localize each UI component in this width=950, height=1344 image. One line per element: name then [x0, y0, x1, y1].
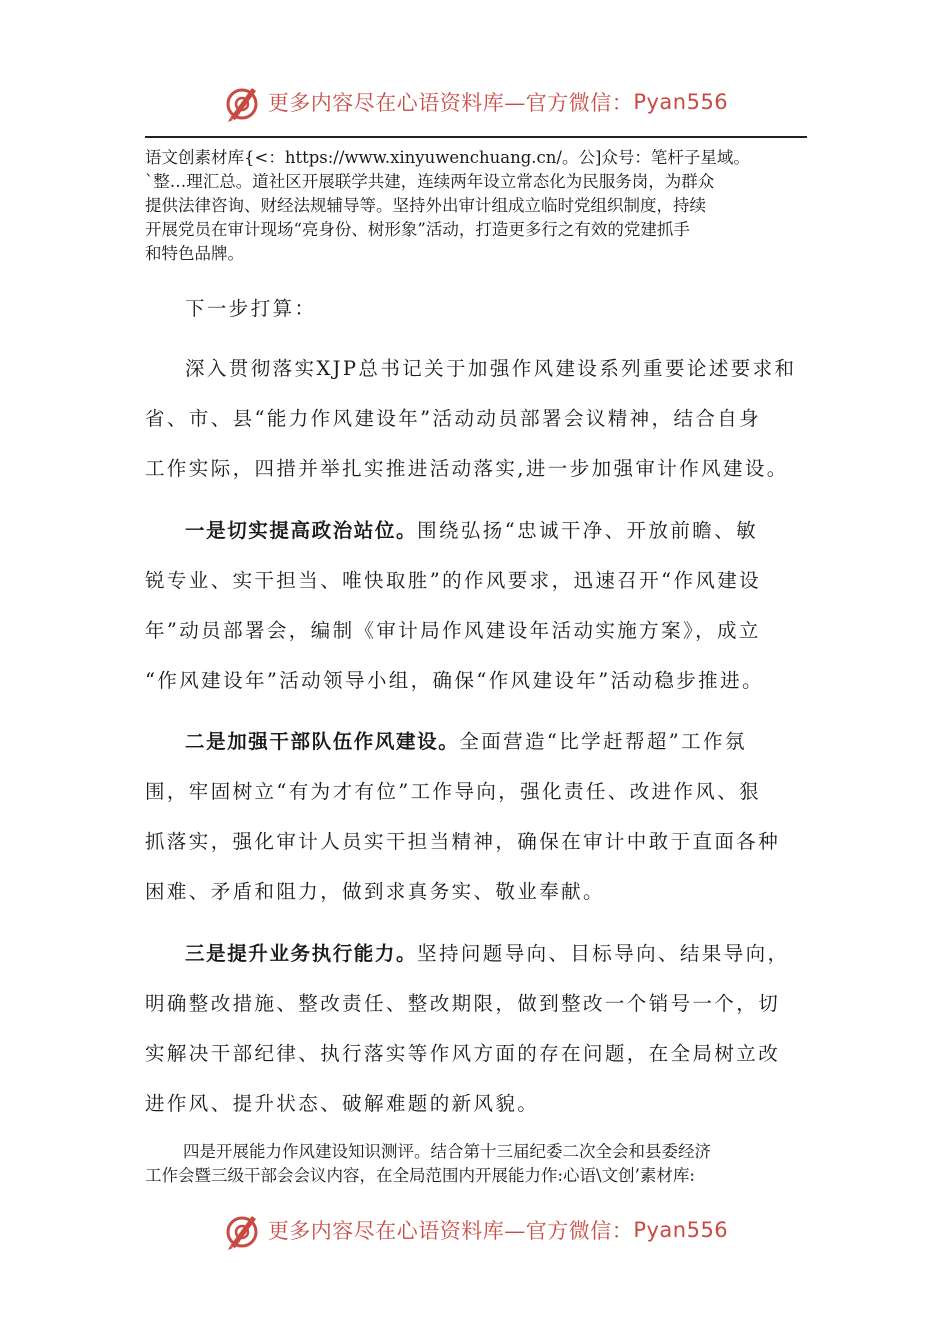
intro-paragraph	[145, 344, 810, 494]
point-lead: 三是提升业务执行能力。	[185, 942, 418, 965]
text-line: 进作风、提升状态、破解难题的新风貌。	[145, 1092, 540, 1115]
point-lead: 二是加强干部队伍作风建设。	[185, 730, 460, 753]
point-lead: 一是切实提高政治站位。	[185, 519, 418, 542]
header-banner	[0, 80, 950, 124]
banner-text: 更多内容尽在心语资料库—官方微信：	[267, 1219, 634, 1243]
text-line: 围，牢固树立“有为才有位”工作导向，强化责任、改进作风、狠	[145, 780, 762, 803]
footer-banner	[0, 1208, 950, 1252]
text-line: 年”动员部署会，编制《审计局作风建设年活动实施方案》，成立	[145, 619, 761, 642]
pen-logo-icon	[222, 82, 262, 122]
text-line: 抓落实，强化审计人员实干担当精神，确保在审计中敢于直面各种	[145, 830, 781, 853]
pen-logo-icon	[222, 1210, 262, 1250]
text-line: 开展党员在审计现场“亮身份、树形象”活动，打造更多行之有效的党建抓手	[145, 220, 690, 239]
text-line: 工作会暨三级干部会会议内容，在全局范围内开展能力作:心语\文创’素材库:	[145, 1166, 695, 1185]
banner-wechat-handle: Pyan556	[633, 1218, 729, 1242]
text-line: 实解决干部纪律、执行落实等作风方面的存在问题，在全局树立改	[145, 1042, 781, 1065]
text-line: 四是开展能力作风建设知识测评。结合第十三届纪委二次全会和县委经济	[183, 1142, 711, 1161]
text-line: 工作实际，四措并举扎实推进活动落实,进一步加强审计作风建设。	[145, 457, 789, 480]
point-two-paragraph	[145, 717, 810, 917]
banner-wechat-handle: Pyan556	[633, 90, 729, 114]
header-divider	[145, 136, 807, 138]
text-line: 深入贯彻落实XJP总书记关于加强作风建设系列重要论述要求和	[185, 357, 797, 380]
point-first-line: 全面营造“比学赶帮超”工作氛	[459, 730, 747, 753]
text-line: 语文创素材库{<：https://www.xinyuwenchuang.cn/。公]众号：笔杆子星域。	[145, 148, 750, 167]
point-three-paragraph	[145, 929, 810, 1129]
text-line	[145, 717, 810, 767]
text-line: 困难、矛盾和阻力，做到求真务实、敬业奉献。	[145, 880, 605, 903]
text-line: 提供法律咨询、财经法规辅导等。坚持外出审计组成立临时党组织制度，持续	[145, 196, 706, 215]
point-first-line: 坚持问题导向、目标导向、结果导向，	[417, 942, 790, 965]
text-line	[145, 506, 810, 556]
point-one-paragraph	[145, 506, 810, 706]
section-heading	[145, 284, 810, 334]
text-line: 锐专业、实干担当、唯快取胜”的作风要求，迅速召开“作风建设	[145, 569, 762, 592]
text-line: 明确整改措施、整改责任、整改期限，做到整改一个销号一个，切	[145, 992, 781, 1015]
point-first-line: 围绕弘扬“忠诚干净、开放前瞻、敏	[417, 519, 758, 542]
text-line: “作风建设年”活动领导小组，确保“作风建设年”活动稳步推进。	[145, 669, 764, 692]
heading-text: 下一步打算：	[185, 297, 317, 320]
text-line: `整…理汇总。道社区开展联学共建，连续两年设立常态化为民服务岗，为群众	[145, 172, 715, 191]
text-line: 和特色品牌。	[145, 244, 244, 263]
text-line	[145, 929, 810, 979]
text-line: 省、市、县“能力作风建设年”活动动员部署会议精神，结合自身	[145, 407, 762, 430]
banner-text: 更多内容尽在心语资料库—官方微信：	[267, 91, 634, 115]
top-paragraph	[145, 146, 810, 266]
bottom-paragraph	[145, 1140, 810, 1188]
